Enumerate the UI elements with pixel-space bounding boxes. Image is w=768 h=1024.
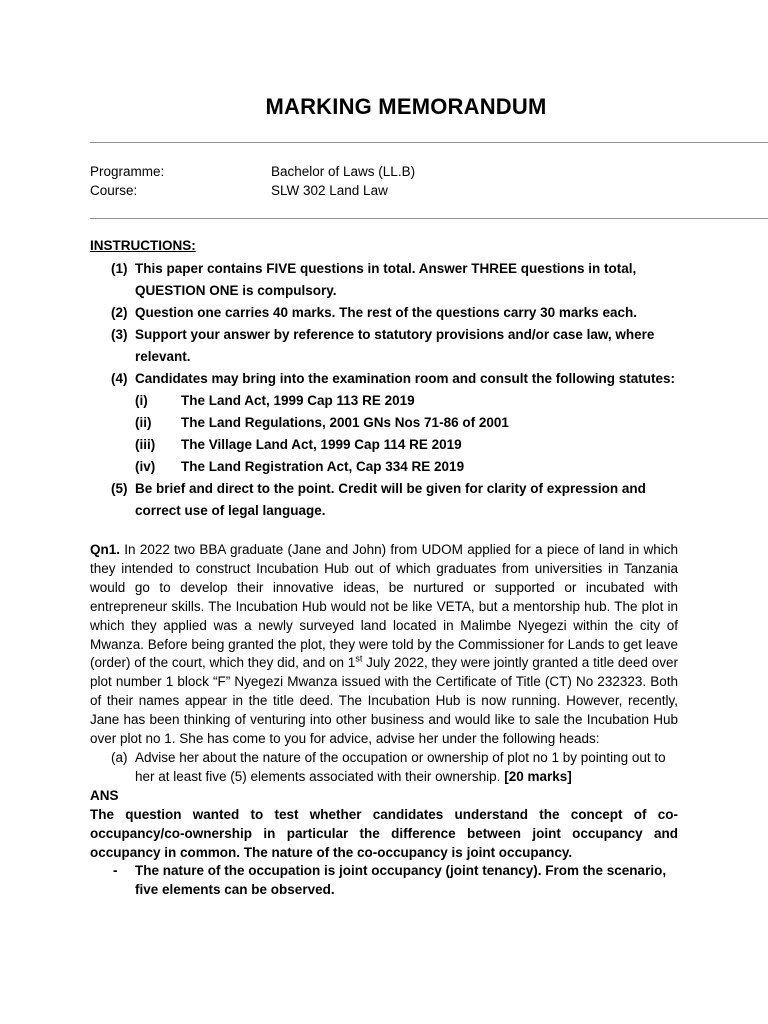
instruction-item: (3) Support your answer by reference to statutory provisions and/or case law, where relevant. [111,327,655,364]
page-title: MARKING MEMORANDUM [265,94,547,119]
marks-badge: [20 marks] [504,768,572,784]
instruction-item: (4) Candidates may bring into the examination room and consult the following statutes: [111,371,676,386]
statute-item: (iv) The Land Registration Act, Cap 334 RE 2019 [135,459,465,474]
bottom-divider [90,218,768,219]
statute-item: (ii) The Land Regulations, 2001 GNs Nos 71-86 of 2001 [135,415,509,430]
instruction-item: (2) Question one carries 40 marks. The rest of the questions carry 30 marks each. [111,305,637,320]
course-label: Course: [90,183,138,198]
programme-label: Programme: [90,164,165,179]
answer-label: ANS [90,787,119,803]
instruction-item: (5) Be brief and direct to the point. Credit will be given for clarity of expression and correct use of legal language. [111,481,646,518]
instructions-heading: INSTRUCTIONS: [90,238,196,253]
statute-item: (i) The Land Act, 1999 Cap 113 RE 2019 [135,393,415,408]
instructions-list [90,258,680,522]
question-body: Qn1. In 2022 two BBA graduate (Jane and John) from UDOM applied for a piece of land in which they intended to construct Incubation Hub out of which graduates from universities in Tanzania would go to develop their innovative ideas, be nurtured or supported or incubated with entrepreneur skills. The Incubation Hub would not be like VETA, but a mentorship hub. The plot in which they applied was a newly surveyed land located in Malimbe Nyegezi within the city of Mwanza. Before being granted the plot, they were told by the Commissioner for Lands to get leave (order) of the court, which they did, and on 1st July 2022, they were jointly granted a title deed over plot number 1 block “F” Nyegezi Mwanza issued with the Certificate of Title (CT) No 232323. Both of their names appear in the title deed. The Incubation Hub is now running. However, recently, Jane has been thinking of venturing into other business and would like to sale the Incubation Hub over plot no 1. She has come to you for advice, advise her under the following heads: [90,542,678,747]
statute-item: (iii) The Village Land Act, 1999 Cap 114 RE 2019 [135,437,462,452]
answer-bullet: - The nature of the occupation is joint occupancy (joint tenancy). From the scenario, five elements can be observed. [113,863,667,898]
instruction-item: (1) This paper contains FIVE questions in total. Answer THREE questions in total, QUESTION ONE is compulsory. [111,261,637,298]
question-one [90,541,678,900]
top-divider [90,142,768,143]
question-subpart: (a) Advise her about the nature of the occupation or ownership of plot no 1 by pointing out to her at least five (5) elements associated with their ownership. [20 marks] [111,749,666,784]
course-value: SLW 302 Land Law [271,183,388,198]
question-label: Qn1. [90,542,121,557]
programme-value: Bachelor of Laws (LL.B) [271,164,416,179]
answer-text: The question wanted to test whether candidates understand the concept of co-occupancy/co-ownership in particular the difference between joint occupancy and occupancy in common. The nature of the co-occupancy is joint occupancy. [90,806,678,860]
